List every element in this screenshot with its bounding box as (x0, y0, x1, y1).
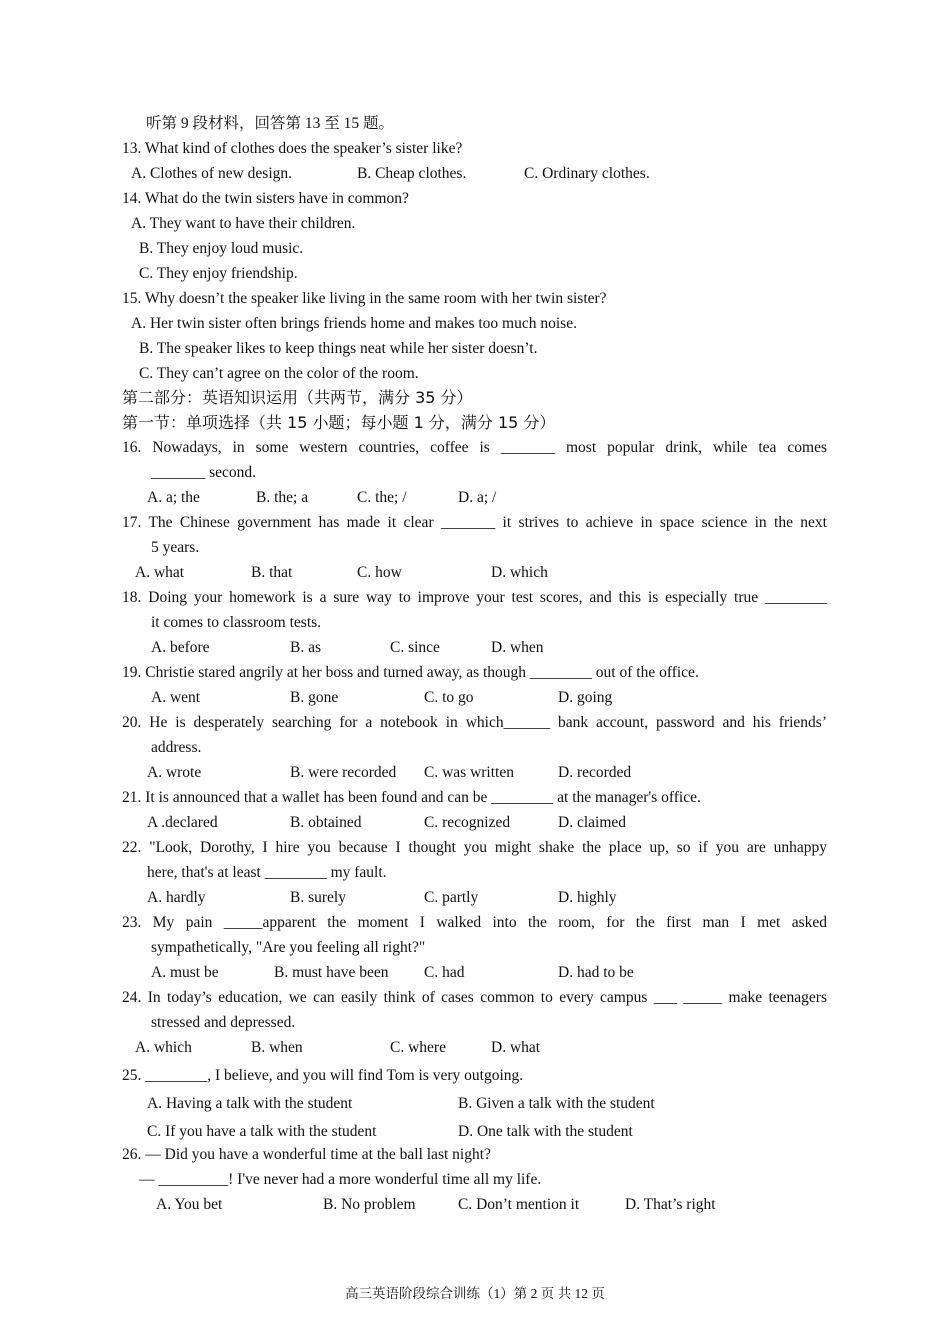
question-19-stem: 19. Christie stared angrily at her boss and turned away, as though ________ out of the office. (122, 664, 699, 681)
question-16-option-a: A. a; the (147, 489, 200, 506)
question-19-option-c: C. to go (424, 689, 474, 706)
question-22-stem-cont: here, that's at least ________ my fault. (147, 864, 387, 881)
question-18-option-d: D. when (491, 639, 544, 656)
question-26-option-d: D. That’s right (625, 1196, 716, 1213)
question-24-option-a: A. which (135, 1039, 192, 1056)
question-22-option-b: B. surely (290, 889, 346, 906)
question-25-option-d: D. One talk with the student (458, 1123, 633, 1140)
question-13-stem: 13. What kind of clothes does the speaker’s sister like? (122, 140, 463, 157)
question-23-option-c: C. had (424, 964, 465, 981)
question-16-option-d: D. a; / (458, 489, 497, 506)
question-16-stem-cont: _______ second. (151, 464, 257, 481)
question-21-option-a: A .declared (147, 814, 218, 831)
question-14-option-b: B. They enjoy loud music. (139, 240, 304, 257)
question-17-option-b: B. that (251, 564, 293, 581)
question-22-stem: 22. "Look, Dorothy, I hire you because I thought you might shake the place up, so if you are unhappy (122, 839, 827, 856)
question-21-option-d: D. claimed (558, 814, 627, 831)
question-14-stem: 14. What do the twin sisters have in common? (122, 190, 409, 207)
question-25-stem: 25. ________, I believe, and you will find Tom is very outgoing. (122, 1067, 524, 1084)
question-17-option-d: D. which (491, 564, 548, 581)
question-18-option-a: A. before (151, 639, 210, 656)
question-14-option-a: A. They want to have their children. (131, 215, 356, 232)
question-23-stem-cont: sympathetically, "Are you feeling all right?" (151, 939, 426, 956)
question-23-stem: 23. My pain _____apparent the moment I walked into the room, for the first man I met asked (122, 914, 827, 931)
question-21-stem: 21. It is announced that a wallet has been found and can be ________ at the manager's office. (122, 789, 701, 806)
question-17-stem: 17. The Chinese government has made it clear _______ it strives to achieve in space science in the next (122, 514, 827, 531)
question-18-option-b: B. as (290, 639, 321, 656)
question-23-option-b: B. must have been (274, 964, 389, 981)
question-17-option-c: C. how (357, 564, 402, 581)
question-15-stem: 15. Why doesn’t the speaker like living in the same room with her twin sister? (122, 290, 607, 307)
question-25-option-a: A. Having a talk with the student (147, 1095, 353, 1112)
question-16-stem: 16. Nowadays, in some western countries, coffee is _______ most popular drink, while tea comes (122, 439, 827, 456)
question-15-option-b: B. The speaker likes to keep things neat while her sister doesn’t. (139, 340, 538, 357)
question-13-option-b: B. Cheap clothes. (357, 165, 467, 182)
question-21-option-c: C. recognized (424, 814, 511, 831)
question-26-option-b: B. No problem (323, 1196, 416, 1213)
question-20-stem: 20. He is desperately searching for a notebook in which______ bank account, password and his friends’ (122, 714, 827, 731)
question-13-option-c: C. Ordinary clothes. (524, 165, 650, 182)
question-26-stem-cont: — _________! I've never had a more wonderful time all my life. (139, 1171, 542, 1188)
question-20-stem-cont: address. (151, 739, 202, 756)
question-26-option-c: C. Don’t mention it (458, 1196, 580, 1213)
part-two-heading: 第二部分：英语知识运用（共两节，满分 35 分） (122, 388, 473, 407)
question-20-option-a: A. wrote (147, 764, 202, 781)
question-18-option-c: C. since (390, 639, 440, 656)
question-23-option-a: A. must be (151, 964, 219, 981)
question-20-option-b: B. were recorded (290, 764, 397, 781)
question-19-option-b: B. gone (290, 689, 339, 706)
question-26-stem: 26. — Did you have a wonderful time at the ball last night? (122, 1146, 491, 1163)
question-24-stem: 24. In today’s education, we can easily think of cases common to every campus ___ _____ make teenagers (122, 989, 827, 1006)
question-25-option-b: B. Given a talk with the student (458, 1095, 655, 1112)
question-19-option-a: A. went (151, 689, 201, 706)
question-26-option-a: A. You bet (156, 1196, 223, 1213)
question-16-option-b: B. the; a (256, 489, 309, 506)
question-18-stem-cont: it comes to classroom tests. (151, 614, 322, 631)
question-25-option-c: C. If you have a talk with the student (147, 1123, 377, 1140)
question-14-option-c: C. They enjoy friendship. (139, 265, 298, 282)
question-16-option-c: C. the; / (357, 489, 407, 506)
question-24-option-d: D. what (491, 1039, 541, 1056)
page-footer: 高三英语阶段综合训练（1）第 2 页 共 12 页 (345, 1286, 605, 1301)
question-17-option-a: A. what (135, 564, 185, 581)
question-15-option-c: C. They can’t agree on the color of the room. (139, 365, 419, 382)
section-one-heading: 第一节：单项选择（共 15 小题；每小题 1 分，满分 15 分） (122, 413, 556, 432)
question-19-option-d: D. going (558, 689, 613, 706)
question-24-option-b: B. when (251, 1039, 303, 1056)
question-17-stem-cont: 5 years. (151, 539, 200, 556)
question-18-stem: 18. Doing your homework is a sure way to improve your test scores, and this is especially true ________ (122, 589, 827, 606)
question-13-option-a: A. Clothes of new design. (131, 165, 293, 182)
question-22-option-c: C. partly (424, 889, 479, 906)
listening-intro: 听第 9 段材料，回答第 13 至 15 题。 (146, 115, 395, 132)
question-22-option-d: D. highly (558, 889, 617, 906)
question-20-option-d: D. recorded (558, 764, 632, 781)
question-20-option-c: C. was written (424, 764, 514, 781)
question-15-option-a: A. Her twin sister often brings friends home and makes too much noise. (131, 315, 577, 332)
question-24-option-c: C. where (390, 1039, 446, 1056)
question-21-option-b: B. obtained (290, 814, 362, 831)
question-22-option-a: A. hardly (147, 889, 206, 906)
question-24-stem-cont: stressed and depressed. (151, 1014, 296, 1031)
question-23-option-d: D. had to be (558, 964, 634, 981)
